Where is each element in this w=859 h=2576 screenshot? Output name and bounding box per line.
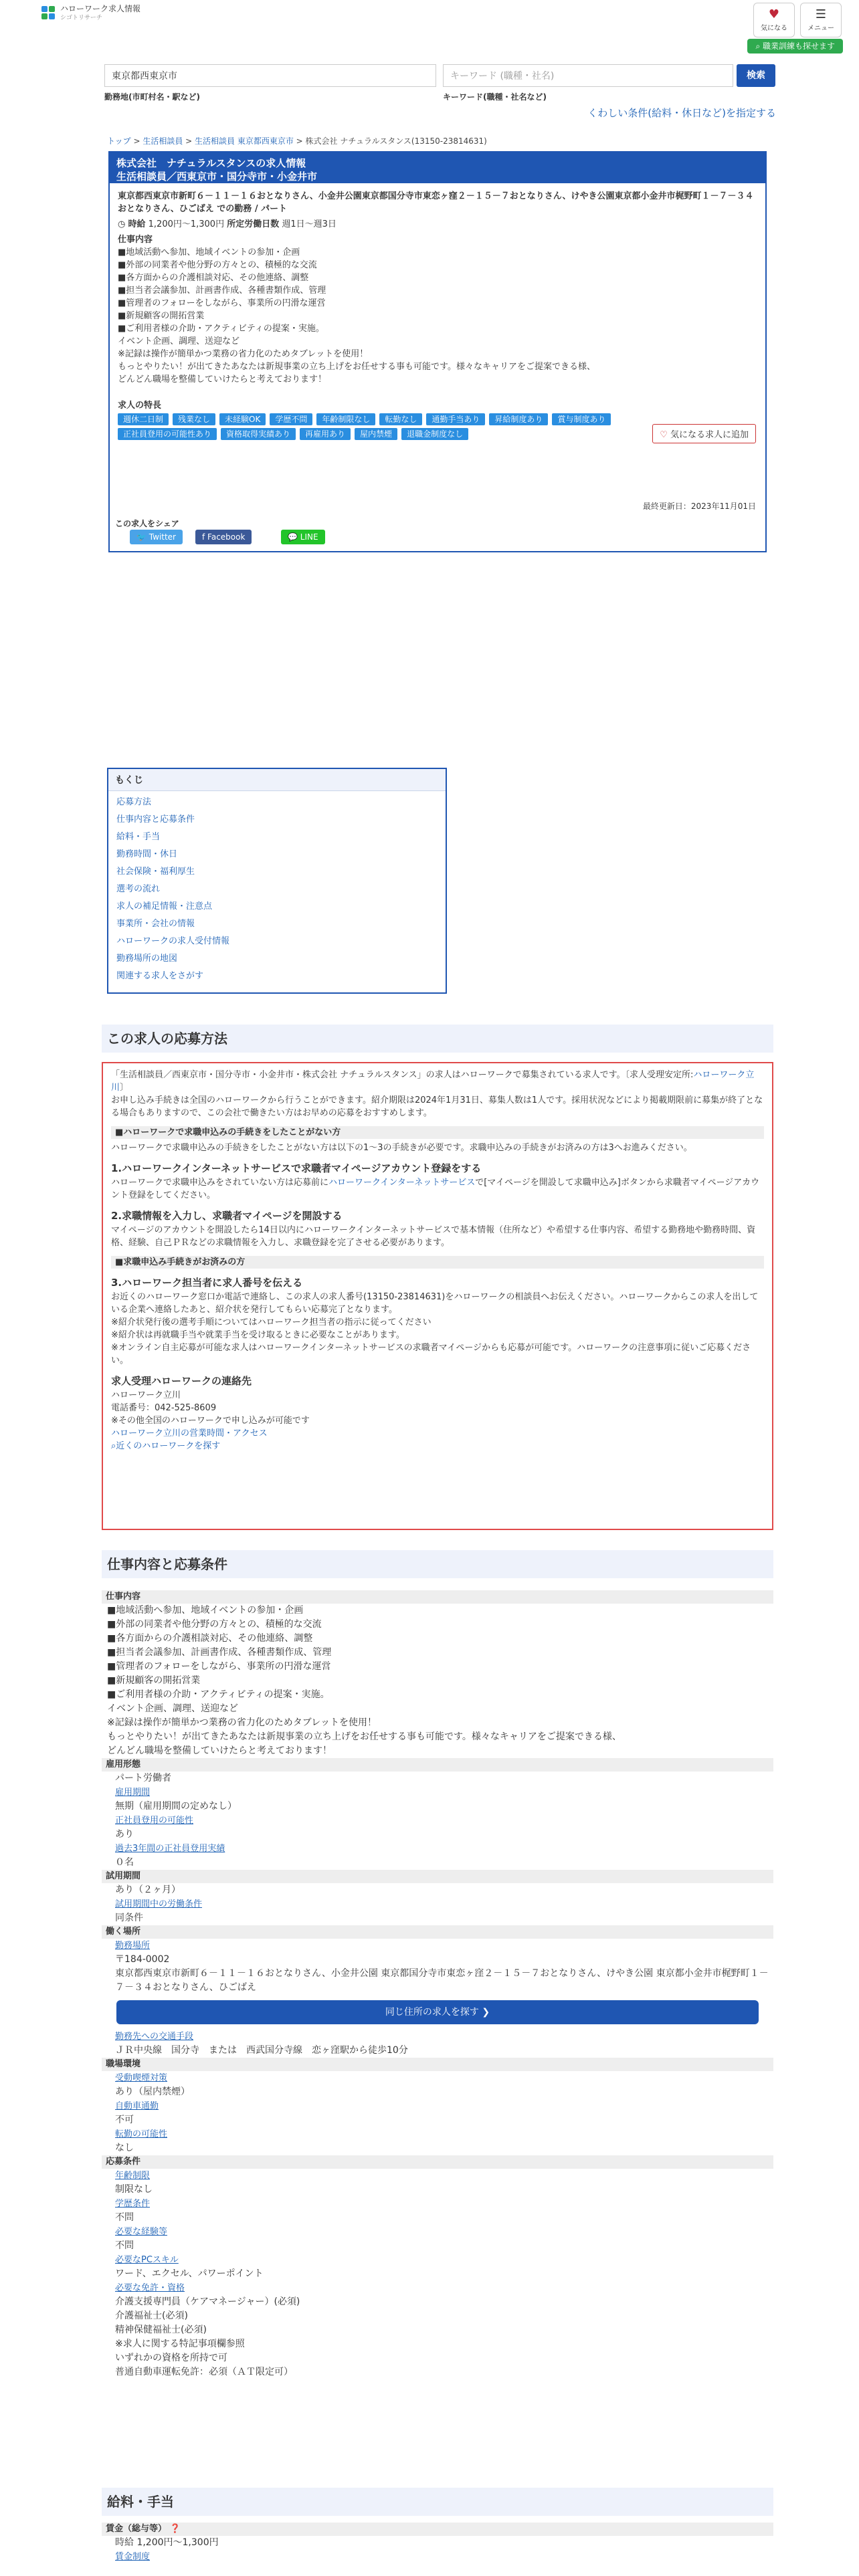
trial-value: あり（２ヶ月） [115, 1885, 181, 1895]
wage-section [102, 2523, 773, 2564]
transfer-label[interactable]: 転勤の可能性 [115, 2129, 168, 2139]
feature-tag: 残業なし [173, 413, 215, 425]
facebook-share-button[interactable] [195, 530, 252, 544]
step-1-text-b: で[マイページを開設して求職申込み]ボタンから求職者マイページアカウント登録をしてください。 [111, 1178, 760, 1200]
pc-value: ワード、エクセル、パワーポイント [115, 2268, 264, 2279]
intro-text: 「生活相談員／西東京市・国分寺市・小金井市・株式会社 ナチュラルスタンス」の求人はハローワークで募集されている求人です。〔求人受理安定所: [111, 1070, 694, 1080]
smoking-label[interactable]: 受動喫煙対策 [115, 2073, 168, 2083]
toc-link[interactable]: 給料・手当 [116, 832, 161, 842]
content-line: ■外部の同業者や他分野の方々との、積極的な交流 [107, 1619, 322, 1630]
content-line: どんどん職場を整備していけたらと考えております！ [107, 1745, 332, 1756]
conditions-section [102, 1590, 773, 2379]
contact-office: ハローワーク立川 [111, 1390, 181, 1400]
content-line: ■管理者のフォローをしながら、事業所の円滑な運営 [107, 1661, 331, 1672]
edu-label[interactable]: 学歴条件 [115, 2199, 151, 2209]
apply-section [102, 1062, 773, 1530]
summary-header [110, 152, 765, 183]
same-place-button[interactable]: 同じ住所の求人を探す ❯ [116, 2000, 759, 2024]
office-access-link[interactable]: ハローワーク立川の営業時間・アクセス [111, 1428, 268, 1438]
logo-icon [41, 6, 56, 21]
content-line: ※記録は操作が簡単かつ業務の省力化のためタブレットを使用！ [118, 349, 369, 359]
content-lines [118, 246, 757, 386]
contact-tel: 電話番号：042-525-8609 [111, 1403, 217, 1413]
contact-title: 求人受理ハローワークの連絡先 [111, 1375, 252, 1387]
feature-tag: 週休二日制 [118, 413, 169, 425]
license-line: 精神保健福祉士(必須) [115, 2325, 207, 2335]
toc-title: もくじ [108, 769, 446, 791]
content-line: ■ご利用者様の介助・アクティビティの提案・実施。 [118, 324, 324, 334]
wage-heading: 給料・手当 [102, 2488, 773, 2516]
hellowork-internet-link[interactable]: ハローワークインターネットサービス [328, 1178, 476, 1188]
toc-link[interactable]: 関連する求人をさがす [116, 971, 204, 981]
wage-system-label[interactable]: 賃金制度 [115, 2552, 151, 2562]
menu-button[interactable] [800, 3, 842, 37]
content-bar: 仕事内容 [102, 1590, 773, 1604]
feature-tag: 資格取得実績あり [221, 428, 296, 440]
site-logo[interactable] [41, 4, 140, 23]
line-share-button[interactable] [281, 530, 325, 544]
group-new-applicant: ■ハローワークで求職申込みの手続きをしたことがない方 [111, 1126, 764, 1139]
toc-link[interactable]: 応募方法 [116, 797, 152, 807]
share-label: この求人をシェア [115, 519, 179, 528]
content-line: ■各方面からの介護相談対応、その他連絡、調整 [118, 273, 309, 283]
heart-outline-icon: ♡ [660, 430, 668, 440]
site-header [0, 0, 859, 64]
trial-bar: 試用期間 [102, 1870, 773, 1883]
step-1-text-a: ハローワークで求職申込みをされていない方は応募前に [111, 1178, 329, 1188]
content-line: ※記録は操作が簡単かつ業務の省力化のためタブレットを使用！ [107, 1717, 377, 1728]
content-line: ■地域活動へ参加、地域イベントの参加・企画 [118, 247, 300, 257]
detail-search-link[interactable]: くわしい条件(給料・休日など)を指定する [587, 107, 776, 119]
period-value: 無期（雇用期間の定めなし） [115, 1801, 237, 1812]
content-lines [102, 1604, 773, 1758]
contact-note: ※その他全国のハローワークで申し込みが可能です [111, 1416, 310, 1426]
feature-tag: 転勤なし [379, 413, 422, 425]
clock-icon: ◷ [118, 219, 126, 229]
access-value: ＪＲ中央線 国分寺 または 西武国分寺線 恋ヶ窪駅から徒歩10分 [115, 2045, 408, 2056]
intro-end: 〕 [120, 1083, 129, 1093]
content-line: ■担当者会議参加、計画書作成、各種書類作成、管理 [107, 1647, 332, 1658]
license-line: 介護支援専門員（ケアマネージャー）(必須) [115, 2296, 300, 2307]
content-line: イベント企画、調理、送迎など [107, 1703, 238, 1714]
feature-tag: 未経験OK [219, 413, 266, 425]
toc-link[interactable]: ハローワークの求人受付情報 [116, 936, 230, 946]
apply-heading: この求人の応募方法 [102, 1025, 773, 1053]
days-value: 週1日〜週3日 [282, 219, 337, 229]
line-label: LINE [300, 532, 318, 542]
search-button[interactable]: 検索 [737, 64, 775, 87]
company-name: 株式会社 ナチュラルスタンスの求人情報 [116, 157, 306, 169]
place-label[interactable]: 勤務場所 [115, 1941, 151, 1951]
location-label: 勤務地(市町村名・駅など) [104, 92, 200, 102]
logo-subtitle: シゴトリサーチ [60, 15, 102, 21]
last-updated: 最終更新日：2023年11月01日 [642, 502, 756, 511]
regular3-label[interactable]: 過去3年間の正社員登用実績 [115, 1844, 225, 1854]
training-label: 職業訓練も探せます [762, 41, 835, 51]
breadcrumb-item[interactable]: 生活相談員 [142, 136, 183, 146]
feature-tag: 正社員登用の可能性あり [118, 428, 217, 440]
wage-line [118, 218, 757, 231]
keyword-label: キーワード(職種・社名など) [443, 92, 547, 102]
conditions-heading: 仕事内容と応募条件 [102, 1550, 773, 1578]
employment-value: パート労働者 [115, 1773, 171, 1784]
wage-value: 時給 1,200円〜1,300円 [115, 2537, 219, 2548]
content-line: ■新規顧客の開拓営業 [107, 1675, 201, 1686]
feature-tags [118, 412, 666, 441]
keyword-input[interactable]: キーワード (職種・社名) [443, 64, 733, 87]
content-line: もっとやりたい！が出てきたあなたは新規事業の立ち上げをお任せする事も可能です。様々なキャリアをご提案できる様、 [107, 1731, 622, 1742]
feature-tag: 再雇用あり [300, 428, 351, 440]
regular-label[interactable]: 正社員登用の可能性 [115, 1816, 194, 1826]
exp-label[interactable]: 必要な経験等 [115, 2227, 168, 2237]
apply-intro [111, 1069, 764, 1094]
license-lines [102, 2295, 773, 2379]
job-title: 生活相談員／西東京市・国分寺市・小金井市 [116, 171, 318, 183]
step-3-title: 3.ハローワーク担当者に求人番号を伝える [111, 1277, 303, 1289]
regular3-value: ０名 [115, 1857, 134, 1868]
menu-label: メニュー [807, 25, 834, 32]
feature-tag: 学歴不問 [270, 413, 312, 425]
access-label[interactable]: 勤務先への交通手段 [115, 2032, 194, 2042]
feature-tag: 昇給制度あり [489, 413, 548, 425]
apply-intro-2: お申し込み手続きは全国のハローワークから行うことができます。紹介期限は2024年1月31日、募集人数は1人です。採用状況などにより掲載期限前に募集が終了となる場合もありますので、この会社で働きたい方はお早めの応募をおすすめします。 [111, 1095, 763, 1118]
job-summary-card [108, 151, 767, 552]
edu-value: 不問 [115, 2212, 134, 2223]
favorite-label: 気になる [761, 25, 787, 32]
breadcrumb-home[interactable]: トップ [107, 136, 131, 146]
line-icon: 💬 [288, 532, 300, 542]
content-line: ■管理者のフォローをしながら、事業所の円滑な運営 [118, 298, 326, 308]
step-2-text: マイページのアカウントを開設したら14日以内にハローワークインターネットサービスで基本情報（住所など）や希望する仕事内容、希望する勤務地や勤務時間、資格、経験、自己ＰＲなどの求職情報を入力し、求職登録を完了させる必要があります。 [111, 1225, 756, 1248]
twitter-icon: 🐦 [136, 532, 149, 542]
step-1-title: 1.ハローワークインターネットサービスで求職者マイページアカウント登録をする [111, 1162, 482, 1174]
wage-value: 1,200円〜1,300円 [148, 219, 225, 229]
content-line: ■各方面からの介護相談対応、その他連絡、調整 [107, 1633, 313, 1644]
car-value: 不可 [115, 2115, 134, 2125]
place-value: 東京都西東京市新町６－１１－１６おとなりさん、小金井公園 東京都国分寺市東恋ヶ窪２－１５－７おとなりさん、けやき公園 東京都小金井市梶野町１－７－３４おとなりさん、ひごばえ [115, 1968, 769, 1993]
hamburger-icon: ☰ [815, 7, 827, 21]
trial-cond-value: 同条件 [115, 1913, 143, 1923]
breadcrumb-item[interactable]: 生活相談員 東京都西東京市 [195, 136, 294, 146]
twitter-share-button[interactable] [130, 530, 183, 544]
feature-tag: 屋内禁煙 [355, 428, 397, 440]
twitter-label: Twitter [149, 532, 176, 542]
smoking-value: あり（屋内禁煙） [115, 2086, 190, 2097]
facebook-icon: f [202, 532, 208, 542]
facebook-label: Facebook [207, 532, 246, 542]
content-line: イベント企画、調理、送迎など [118, 336, 240, 346]
wage-label: 時給 [128, 219, 146, 229]
period-label[interactable]: 雇用期間 [115, 1788, 151, 1798]
feature-tag: 賞与制度あり [552, 413, 611, 425]
toc-link[interactable]: 社会保険・福利厚生 [116, 867, 195, 877]
feature-tag: 退職金制度なし [401, 428, 468, 440]
step-3-note: ※オンライン自主応募が可能な求人はハローワークインターネットサービスの求職者マイページからも応募が可能です。ハローワークの注意事項に従いご応募ください。 [111, 1343, 751, 1366]
group-registered: ■求職申込み手続きがお済みの方 [111, 1256, 764, 1269]
heart-icon: ♥ [768, 7, 780, 21]
regular-value: あり [115, 1829, 134, 1840]
toc-link[interactable]: 勤務時間・休日 [116, 849, 178, 859]
help-icon[interactable]: ❓ [169, 2524, 181, 2534]
feature-tag: 年齢制限なし [316, 413, 375, 425]
step-3-note: ※紹介状は再就職手当や就業手当を受け取るときに必要なことがあります。 [111, 1330, 405, 1340]
group-new-text: ハローワークで求職申込みの手続きをしたことがない方は以下の1〜3の手続きが必要です。求職申込みの手続きがお済みの方は3へお進みください。 [111, 1143, 692, 1153]
office-link[interactable]: ハローワーク立川 [111, 1070, 755, 1093]
env-bar: 職場環境 [102, 2058, 773, 2071]
exp-value: 不問 [115, 2240, 134, 2251]
content-line: もっとやりたい！が出てきたあなたは新規事業の立ち上げをお任せする事も可能です。様々なキャリアをご提案できる様、 [118, 362, 595, 372]
add-favorite-label: 気になる求人に追加 [670, 430, 749, 440]
nearby-office-link[interactable] [111, 1440, 764, 1453]
content-label: 仕事内容 [118, 235, 153, 245]
transfer-value: なし [115, 2143, 134, 2153]
step-2-title: 2.求職情報を入力し、求職者マイページを開設する [111, 1210, 343, 1222]
toc-link[interactable]: 選考の流れ [116, 884, 161, 894]
trial-cond-label[interactable]: 試用期間中の労働条件 [115, 1899, 203, 1909]
features-label: 求人の特長 [118, 401, 162, 411]
license-line: ※求人に関する特記事項欄参照 [115, 2339, 245, 2349]
table-of-contents [107, 768, 447, 994]
pc-label[interactable]: 必要なPCスキル [115, 2255, 179, 2265]
place-bar: 働く場所 [102, 1925, 773, 1939]
content-line: ■ご利用者様の介助・アクティビティの提案・実施。 [107, 1689, 330, 1700]
search-icon: ⌕ [111, 1441, 116, 1451]
toc-link[interactable]: 事業所・会社の情報 [116, 919, 195, 929]
search-icon: ⌕ [755, 41, 763, 51]
breadcrumb: トップ > 生活相談員 > 生活相談員 東京都西東京市 > 株式会社 ナチュラルスタンス(13150-23814631) [107, 136, 487, 146]
wage-bar [102, 2523, 773, 2536]
add-favorite-button[interactable] [652, 424, 756, 443]
license-line: 介護福祉士(必須) [115, 2311, 188, 2321]
logo-title: ハローワーク求人情報 [60, 4, 141, 13]
req-bar: 応募条件 [102, 2155, 773, 2169]
postal-code: 〒184-0002 [115, 1954, 170, 1965]
license-line: いずれかの資格を所持で可 [115, 2353, 227, 2363]
content-line: ■外部の同業者や他分野の方々との、積極的な交流 [118, 260, 317, 270]
nearby-office-label: 近くのハローワークを探す [116, 1441, 221, 1451]
toc-link[interactable]: 勤務場所の地図 [116, 954, 178, 964]
days-label: 所定労働日数 [227, 219, 280, 229]
toc-link[interactable]: 仕事内容と応募条件 [116, 815, 195, 825]
location-input[interactable]: 東京都西東京市 [104, 64, 436, 87]
car-label[interactable]: 自動車通勤 [115, 2101, 159, 2111]
feature-tag: 通勤手当あり [426, 413, 485, 425]
step-3-text: お近くのハローワーク窓口か電話で連絡し、この求人の求人番号(13150-23814631)をハローワークの相談員へお伝えください。ハローワークからこの求人を出している企業へ連絡したあと、紹介状を発行してもらい応募完了となります。 [111, 1292, 759, 1315]
license-label[interactable]: 必要な免許・資格 [115, 2283, 185, 2293]
training-button[interactable] [747, 39, 843, 53]
age-label[interactable]: 年齢制限 [115, 2171, 151, 2181]
job-address: 東京都西東京市新町６－１１－１６おとなりさん、小金井公園東京都国分寺市東恋ヶ窪２－１５－７おとなりさん、けやき公園東京都小金井市梶野町１－７－３４おとなりさん、ひごばえ での勤務 / パート [118, 191, 754, 214]
license-line: 普通自動車運転免許：必須（ＡＴ限定可） [115, 2367, 293, 2377]
age-value: 制限なし [115, 2184, 153, 2195]
content-line: ■担当者会議参加、計画書作成、各種書類作成、管理 [118, 286, 326, 296]
step-3-note: ※紹介状発行後の選考手順についてはハローワーク担当者の指示に従ってください [111, 1317, 432, 1327]
content-line: ■新規顧客の開拓営業 [118, 311, 205, 321]
toc-link[interactable]: 求人の補足情報・注意点 [116, 901, 213, 911]
employment-bar: 雇用形態 [102, 1758, 773, 1772]
favorite-button[interactable] [753, 3, 795, 37]
breadcrumb-current: 株式会社 ナチュラルスタンス(13150-23814631) [305, 136, 487, 146]
content-line: どんどん職場を整備していけたらと考えております！ [118, 374, 327, 385]
wage-bar-label: 賃金（総与等） [106, 2524, 167, 2534]
content-line: ■地域活動へ参加、地域イベントの参加・企画 [107, 1605, 304, 1616]
step-1-text [111, 1176, 764, 1202]
